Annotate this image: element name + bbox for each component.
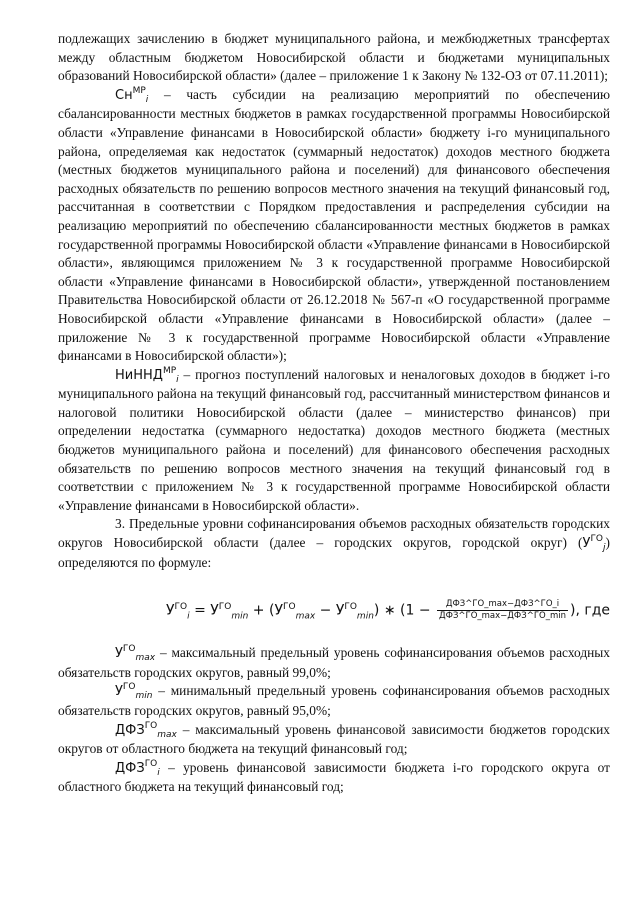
paragraph-cofinancing-levels: 3. Предельные уровни софинансирования объемов расходных обязательств городских округов Новосибирской области (далее – городских округов, городской округ) $(У^{ГО}_j)$ определяются по формуле: (58, 516, 610, 570)
symbol-subsidy: $Сн^{МР}_i$ (115, 85, 149, 105)
document-page (58, 30, 610, 797)
definition-dependency: $ДФЗ^{ГО}_i$ – уровень финансовой зависимости бюджета i-го городского округа от областного бюджета на текущий финансовый год; (58, 758, 610, 795)
fraction-denominator: ДФЗ^ГО_max−ДФЗ^ГО_min (439, 611, 566, 622)
formula: $У^{ГО}_i = У^{ГО}_{min} + (У^{ГО}_{max} - У^{ГО}_{min})$ ∗ (1 − $\frac{\text{ДФЗ\textasciicircum{}ГО\_max−ДФЗ\textasciicircum{}ГО\_i}}{\text{ДФЗ\textasciicircum{}ГО\_max−ДФЗ\textasciicircum{}ГО\_min}}$ ), где (166, 599, 610, 622)
symbol-min-level: $У^{ГО}_{min}$ (115, 682, 153, 702)
definition-max-dependency: $ДФЗ^{ГО}_{max}$ – максимальный уровень финансовой зависимости бюджетов городских округов от областного бюджета на текущий финансовый год; (58, 720, 610, 757)
paragraph-revenue-forecast: НиННД$^{МР}_i$ – прогноз поступлений налоговых и неналоговых доходов в бюджет i-го муниципального района на текущий финансовый год, рассчитанный министерством финансов и налоговой политики Новосибирской области (далее – министерство финансов) при определении недостатка (суммарного недостатка) доходов местного бюджета (местных бюджетов муниципального района и поселений) для финансового обеспечения расходных обязательств по решению вопросов местного значения на текущий финансовый год в соответствии с приложением № 3 к государственной программе Новосибирской области «Управление финансами в Новосибирской области». (58, 365, 610, 513)
paragraph-continuation: подлежащих зачислению в бюджет муниципального района, и межбюджетных трансфертах между областным бюджетом Новосибирской области и бюджетами муниципальных образований Новосибирской области» (далее – приложение 1 к Закону № 132-ОЗ от 07.11.2011); (58, 31, 610, 84)
definition-max-level: $У^{ГО}_{max}$ – максимальный предельный уровень софинансирования объемов расходных обязательств городских округов, равный 99,0%; (58, 644, 610, 680)
formula-fraction (437, 599, 568, 622)
symbol-revenue: НиННД$^{МР}_i$ (115, 365, 179, 385)
fraction-numerator: ДФЗ^ГО_max−ДФЗ^ГО_i (437, 599, 568, 611)
paragraph-subsidy-definition: $Сн^{МР}_i$ – часть субсидии на реализацию мероприятий по обеспечению сбалансированности местных бюджетов в рамках государственной программы Новосибирской области «Управление финансами в Новосибирской области» бюджету i-го муниципального района, определяемая как недостаток (суммарный недостаток) доходов местного бюджета (местных бюджетов муниципального района и поселений) для финансового обеспечения расходных обязательств по решению вопросов местного значения на текущий финансовый год, рассчитанная в соответствии с Порядком предоставления и распределения субсидии на реализацию мероприятий по обеспечению сбалансированности местных бюджетов в рамках государственной программы Новосибирской области «Управление финансами в Новосибирской области», являющимся приложением № 3 к государственной программе Новосибирской области «Управление финансами в Новосибирской области», утвержденной постановлением Правительства Новосибирской области от 26.12.2018 № 567-п «О государственной программе Новосибирской области «Управление финансами в Новосибирской области» (далее – приложение № 3 к государственной программе Новосибирской области «Управление финансами в Новосибирской области»); (58, 85, 610, 364)
symbol-level: $У^{ГО}_j$ (582, 534, 606, 554)
symbol-max-level: $У^{ГО}_{max}$ (115, 644, 156, 664)
symbol-dependency: $ДФЗ^{ГО}_i$ (115, 758, 160, 778)
symbol-max-dependency: $ДФЗ^{ГО}_{max}$ (115, 720, 177, 740)
definition-min-level: $У^{ГО}_{min}$ – минимальный предельный уровень софинансирования объемов расходных обязательств городских округов, равный 95,0%; (58, 682, 610, 718)
